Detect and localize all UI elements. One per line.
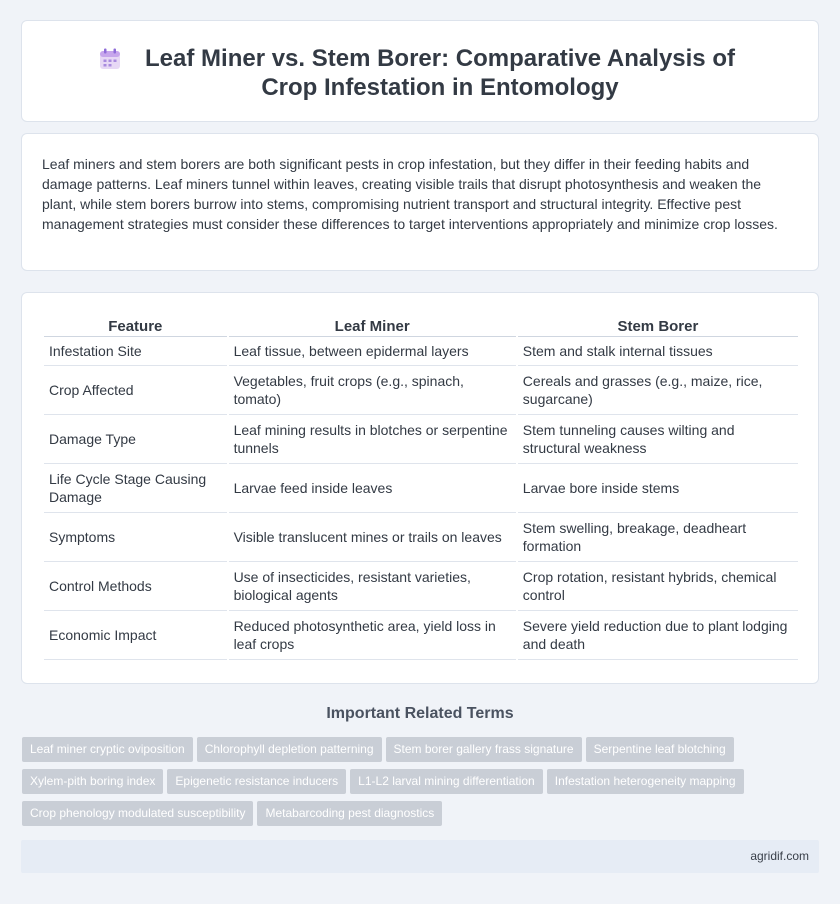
related-term-tag[interactable]: L1-L2 larval mining differentiation [350, 769, 543, 794]
related-term-tag[interactable]: Metabarcoding pest diagnostics [257, 801, 442, 826]
related-term-tag[interactable]: Crop phenology modulated susceptibility [22, 801, 253, 826]
title-card [21, 20, 819, 122]
footer-bar [21, 840, 819, 873]
feature-cell: Infestation Site [44, 337, 227, 366]
page-title: Leaf Miner vs. Stem Borer: Comparative Analysis of Crop Infestation in Entomology [145, 45, 735, 101]
feature-cell: Life Cycle Stage Causing Damage [44, 464, 227, 513]
table-row [44, 611, 798, 660]
leaf-miner-cell: Larvae feed inside leaves [229, 464, 516, 513]
table-row [44, 464, 798, 513]
comparison-card [21, 292, 819, 684]
related-term-tag[interactable]: Xylem-pith boring index [22, 769, 163, 794]
table-row [44, 562, 798, 611]
table-row [44, 415, 798, 464]
leaf-miner-cell: Leaf tissue, between epidermal layers [229, 337, 516, 366]
stem-borer-cell: Larvae bore inside stems [518, 464, 798, 513]
related-terms-list [22, 737, 782, 833]
related-term-tag[interactable]: Chlorophyll depletion patterning [197, 737, 382, 762]
header-stem-borer: Stem Borer [518, 317, 798, 337]
comparison-table [42, 317, 800, 660]
related-term-tag[interactable]: Infestation heterogeneity mapping [547, 769, 744, 794]
stem-borer-cell: Crop rotation, resistant hybrids, chemical control [518, 562, 798, 611]
feature-cell: Crop Affected [44, 366, 227, 415]
stem-borer-cell: Stem tunneling causes wilting and structural weakness [518, 415, 798, 464]
footer-site-link[interactable]: agridif.com [750, 849, 809, 863]
table-row [44, 366, 798, 415]
leaf-miner-cell: Reduced photosynthetic area, yield loss in leaf crops [229, 611, 516, 660]
table-header-row [44, 317, 798, 337]
feature-cell: Damage Type [44, 415, 227, 464]
leaf-miner-cell: Leaf mining results in blotches or serpentine tunnels [229, 415, 516, 464]
stem-borer-cell: Stem swelling, breakage, deadheart formation [518, 513, 798, 562]
feature-cell: Symptoms [44, 513, 227, 562]
intro-card [21, 133, 819, 271]
table-row [44, 513, 798, 562]
intro-paragraph: Leaf miners and stem borers are both significant pests in crop infestation, but they differ in their feeding habits and damage patterns. Leaf miners tunnel within leaves, creating visible trails that disrupt photosynthesis and weaken the plant, while stem borers burrow into stems, compromising nutrient transport and structural integrity. Effective pest management strategies must consider these differences to target interventions appropriately and minimize crop losses. [42, 156, 778, 232]
related-term-tag[interactable]: Epigenetic resistance inducers [167, 769, 346, 794]
leaf-miner-cell: Vegetables, fruit crops (e.g., spinach, tomato) [229, 366, 516, 415]
related-terms-heading: Important Related Terms [326, 705, 514, 722]
leaf-miner-cell: Use of insecticides, resistant varieties, biological agents [229, 562, 516, 611]
stem-borer-cell: Severe yield reduction due to plant lodging and death [518, 611, 798, 660]
leaf-miner-cell: Visible translucent mines or trails on leaves [229, 513, 516, 562]
related-term-tag[interactable]: Serpentine leaf blotching [586, 737, 734, 762]
related-term-tag[interactable]: Stem borer gallery frass signature [386, 737, 582, 762]
feature-cell: Economic Impact [44, 611, 227, 660]
stem-borer-cell: Cereals and grasses (e.g., maize, rice, sugarcane) [518, 366, 798, 415]
feature-cell: Control Methods [44, 562, 227, 611]
stem-borer-cell: Stem and stalk internal tissues [518, 337, 798, 366]
table-row [44, 337, 798, 366]
header-feature: Feature [44, 317, 227, 337]
related-term-tag[interactable]: Leaf miner cryptic oviposition [22, 737, 193, 762]
header-leaf-miner: Leaf Miner [229, 317, 516, 337]
